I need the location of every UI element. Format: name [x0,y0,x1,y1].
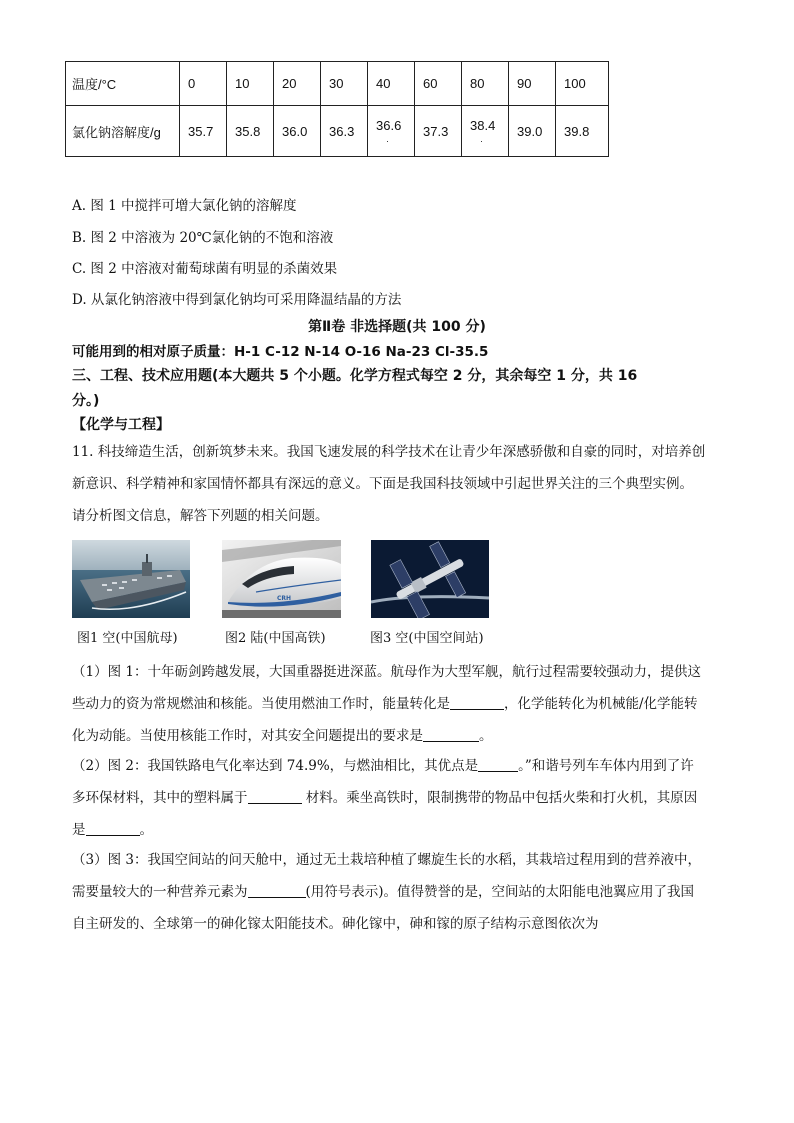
table-cell: 90 [509,62,556,106]
answer-blank[interactable] [450,695,504,710]
text-fragment: 。”和谐号列车车体内用到了许 [518,758,694,774]
answer-blank[interactable] [86,821,140,836]
sub-question-2 [72,750,724,846]
text-fragment: 是 [72,822,86,838]
text-fragment: （2）图 2：我国铁路电气化率达到 74.9%，与燃油相比，其优点是 [72,758,479,774]
option-d: D. 从氯化钠溶液中得到氯化钠均可采用降温结晶的方法 [72,292,402,308]
table-cell: 36.3 [321,106,368,157]
table-header-temperature: 温度/°C [66,62,180,106]
text-line: 新意识、科学精神和家国情怀都具有深远的意义。下面是我国科技领域中引起世界关注的三个典型实例。 [72,476,693,492]
text-line: （1）图 1：十年砺剑跨越发展，大国重器挺进深蓝。航母作为大型军舰，航行过程需要较强动力，提供这 [72,664,701,680]
table-cell: 36.0 [274,106,321,157]
text-line [72,688,724,720]
table-cell [368,106,415,157]
text-line [72,782,724,814]
option-b: B. 图 2 中溶液为 20℃氯化钠的不饱和溶液 [72,230,334,246]
text-fragment: 。 [139,822,153,838]
table-cell: 0 [180,62,227,106]
option-c: C. 图 2 中溶液对葡萄球菌有明显的杀菌效果 [72,261,338,277]
subject-heading: 【化学与工程】 [72,417,170,433]
section-title: 第Ⅱ卷 非选择题(共 100 分) [308,319,486,335]
table-cell: 37.3 [415,106,462,157]
stray-dot: · [386,136,389,146]
caption-figure-1: 图1 空(中国航母) [77,631,178,646]
table-row-solubility [66,106,609,157]
text-fragment: ，化学能转化为机械能/化学能转 [504,696,698,712]
question-11-intro [72,436,724,532]
option-a: A. 图 1 中搅拌可增大氯化钠的溶解度 [72,198,297,214]
table-cell: 20 [274,62,321,106]
atomic-masses: 可能用到的相对原子质量：H-1 C-12 N-14 O-16 Na-23 Cl-35.5 [72,344,489,360]
table-cell: 80 [462,62,509,106]
table-cell: 35.7 [180,106,227,157]
figure-high-speed-train [222,540,341,618]
sub-question-3 [72,844,724,940]
answer-blank[interactable] [423,727,479,742]
text-line [72,876,724,908]
table-cell: 39.0 [509,106,556,157]
text-fragment: 。 [479,728,493,744]
table-cell-value: 38.4 [470,117,496,133]
text-line: 11. 科技缔造生活，创新筑梦未来。我国飞速发展的科学技术在让青少年深感骄傲和自豪的同时，对培养创 [72,444,706,460]
figure-aircraft-carrier [72,540,190,618]
space-station-image [371,540,489,618]
text-line: 请分析图文信息，解答下列题的相关问题。 [72,508,329,524]
aircraft-carrier-image [72,540,190,618]
answer-blank[interactable] [248,883,306,898]
text-fragment: 需要量较大的一种营养元素为 [72,884,248,900]
part-heading-line1: 三、工程、技术应用题(本大题共 5 个小题。化学方程式每空 2 分，其余每空 1 分，共 16 [72,368,638,384]
text-line [72,720,724,752]
text-line [72,814,724,846]
table-cell: 100 [556,62,609,106]
table-cell: 30 [321,62,368,106]
text-fragment: 材料。乘坐高铁时，限制携带的物品中包括火柴和打火机，其原因 [301,790,698,806]
solubility-table [65,61,609,157]
table-cell-value: 36.6 [376,117,402,133]
answer-blank[interactable] [478,757,518,772]
sub-question-1 [72,656,724,752]
table-header-solubility: 氯化钠溶解度/g [66,106,180,157]
caption-figure-3: 图3 空(中国空间站) [370,631,484,646]
text-line: （3）图 3：我国空间站的问天舱中，通过无土栽培种植了螺旋生长的水稻，其栽培过程用到的营养液中， [72,852,701,868]
train-logo-text: CRH [277,595,292,602]
table-cell: 40 [368,62,415,106]
text-line [72,750,724,782]
table-cell: 10 [227,62,274,106]
text-fragment: 化为动能。当使用核能工作时，对其安全问题提出的要求是 [72,728,423,744]
part-heading-line2: 分。) [72,393,100,409]
table-row-temperature [66,62,609,106]
text-fragment: 多环保材料，其中的塑料属于 [72,790,248,806]
text-fragment: (用符号表示)。值得赞誉的是，空间站的太阳能电池翼应用了我国 [305,884,695,900]
high-speed-train-image [222,540,341,618]
table-cell: 60 [415,62,462,106]
stray-dot: · [480,136,483,146]
answer-blank[interactable] [248,789,302,804]
table-cell: 39.8 [556,106,609,157]
table-cell [462,106,509,157]
text-line: 自主研发的、全球第一的砷化镓太阳能技术。砷化镓中，砷和镓的原子结构示意图依次为 [72,916,599,932]
caption-figure-2: 图2 陆(中国高铁) [225,631,326,646]
figure-space-station [371,540,489,618]
text-fragment: 些动力的资为常规燃油和核能。当使用燃油工作时，能量转化是 [72,696,450,712]
table-cell: 35.8 [227,106,274,157]
